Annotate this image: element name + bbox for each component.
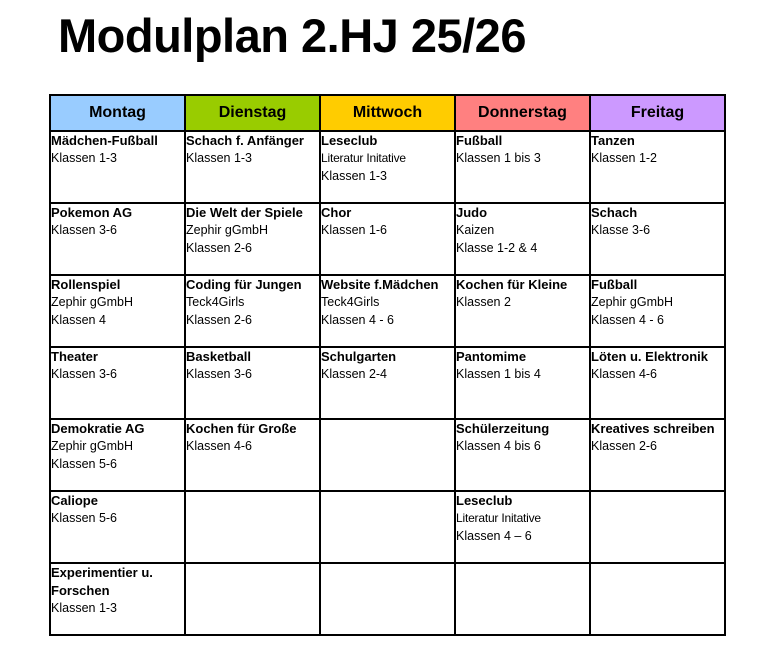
module-detail: Klassen 2 [456, 295, 511, 309]
module-detail: Klassen 4 – 6 [456, 528, 532, 543]
day-header-dienstag: Dienstag [185, 95, 320, 131]
module-name: Chor [321, 205, 352, 220]
schedule-row [50, 131, 725, 203]
module-detail: Klassen 3-6 [186, 367, 253, 381]
schedule-row [50, 491, 725, 563]
module-detail: Zephir gGmbH [186, 223, 268, 237]
module-cell-freitag [590, 131, 725, 203]
module-detail: Klassen 1-3 [51, 601, 118, 615]
module-cell-freitag [590, 491, 725, 563]
module-detail: Klassen 1 bis 4 [456, 367, 541, 381]
module-cell-mittwoch [320, 419, 455, 491]
module-detail: Klassen 1-3 [51, 151, 118, 165]
module-detail: Klassen 5-6 [51, 511, 118, 525]
module-cell-montag [50, 203, 185, 275]
module-detail: Klassen 1-3 [321, 168, 388, 183]
module-name: Coding für Jungen [186, 277, 302, 292]
day-header-mittwoch: Mittwoch [320, 95, 455, 131]
module-detail: Teck4Girls [186, 295, 245, 309]
day-header-donnerstag: Donnerstag [455, 95, 590, 131]
module-cell-montag [50, 491, 185, 563]
module-cell-freitag [590, 419, 725, 491]
module-cell-freitag [590, 347, 725, 419]
module-name: Website f.Mädchen [321, 277, 439, 292]
module-name: Pokemon AG [51, 205, 133, 220]
module-cell-mittwoch [320, 131, 455, 203]
module-name: Theater [51, 349, 98, 364]
module-name: Die Welt der Spiele [186, 205, 303, 220]
module-cell-freitag [590, 275, 725, 347]
module-detail: Literatur Initative [456, 511, 541, 525]
module-cell-dienstag [185, 491, 320, 563]
module-cell-donnerstag [455, 203, 590, 275]
module-name: Caliope [51, 493, 98, 508]
module-name: Mädchen-Fußball [51, 133, 158, 148]
module-cell-donnerstag [455, 275, 590, 347]
module-cell-montag [50, 419, 185, 491]
schedule-row [50, 347, 725, 419]
module-cell-montag [50, 347, 185, 419]
module-cell-donnerstag [455, 419, 590, 491]
module-name: Judo [456, 205, 488, 220]
module-cell-dienstag [185, 419, 320, 491]
module-cell-mittwoch [320, 491, 455, 563]
module-name: Basketball [186, 349, 252, 364]
module-cell-donnerstag [455, 131, 590, 203]
day-header-row [50, 95, 725, 131]
module-name: Demokratie AG [51, 421, 145, 436]
module-detail: Klasse 3-6 [591, 223, 651, 237]
module-cell-montag [50, 275, 185, 347]
module-detail: Klassen 4 - 6 [591, 312, 664, 327]
module-cell-mittwoch [320, 203, 455, 275]
module-name: Schach [591, 205, 638, 220]
module-detail: Zephir gGmbH [591, 295, 673, 309]
module-detail: Klassen 4-6 [591, 367, 658, 381]
module-cell-donnerstag [455, 491, 590, 563]
module-name: Tanzen [591, 133, 635, 148]
module-cell-freitag [590, 203, 725, 275]
module-schedule-table [49, 94, 726, 636]
module-detail: Klassen 4-6 [186, 439, 253, 453]
schedule-row [50, 563, 725, 635]
module-cell-freitag [590, 563, 725, 635]
module-detail: Klassen 4 - 6 [321, 312, 394, 327]
module-detail: Teck4Girls [321, 295, 380, 309]
module-name: Fußball [456, 133, 503, 148]
day-header-freitag: Freitag [590, 95, 725, 131]
module-detail: Klassen 4 bis 6 [456, 439, 541, 453]
module-cell-mittwoch [320, 275, 455, 347]
page-title: Modulplan 2.HJ 25/26 [58, 9, 526, 62]
module-cell-mittwoch [320, 563, 455, 635]
module-cell-dienstag [185, 275, 320, 347]
module-name: Pantomime [456, 349, 527, 364]
module-detail: Klassen 1-2 [591, 151, 658, 165]
module-cell-mittwoch [320, 347, 455, 419]
module-name: Kochen für Große [186, 421, 297, 436]
module-name: Kochen für Kleine [456, 277, 568, 292]
module-name: Leseclub [321, 133, 378, 148]
schedule-row [50, 203, 725, 275]
module-detail: Klassen 1 bis 3 [456, 151, 541, 165]
module-cell-donnerstag [455, 563, 590, 635]
module-detail: Klassen 5-6 [51, 456, 118, 471]
module-name: Fußball [591, 277, 638, 292]
module-detail: Klassen 2-6 [186, 240, 253, 255]
module-name: Rollenspiel [51, 277, 121, 292]
schedule-row [50, 419, 725, 491]
schedule-row [50, 275, 725, 347]
module-cell-dienstag [185, 203, 320, 275]
module-name: Schach f. Anfänger [186, 133, 304, 148]
module-cell-dienstag [185, 563, 320, 635]
module-detail: Klassen 3-6 [51, 223, 118, 237]
module-detail: Klassen 3-6 [51, 367, 118, 381]
module-name: Löten u. Elektronik [591, 349, 709, 364]
module-cell-montag [50, 131, 185, 203]
day-header-montag: Montag [50, 95, 185, 131]
module-name: Schülerzeitung [456, 421, 550, 436]
module-detail: Klassen 2-6 [186, 312, 253, 327]
module-name: Leseclub [456, 493, 513, 508]
module-detail: Klassen 2-6 [591, 439, 658, 453]
module-detail: Klassen 4 [51, 312, 106, 327]
module-name: Schulgarten [321, 349, 397, 364]
module-detail: Kaizen [456, 223, 495, 237]
module-detail: Klassen 1-3 [186, 151, 253, 165]
module-cell-montag [50, 563, 185, 635]
module-detail: Zephir gGmbH [51, 439, 133, 453]
module-name: Experimentier u. Forschen [51, 565, 153, 598]
module-cell-donnerstag [455, 347, 590, 419]
module-cell-dienstag [185, 131, 320, 203]
module-detail: Klassen 2-4 [321, 367, 388, 381]
module-detail: Zephir gGmbH [51, 295, 133, 309]
module-detail: Klasse 1-2 & 4 [456, 240, 538, 255]
module-name: Kreatives schreiben [591, 421, 715, 436]
module-detail: Literatur Initative [321, 151, 406, 165]
module-cell-dienstag [185, 347, 320, 419]
module-detail: Klassen 1-6 [321, 223, 388, 237]
